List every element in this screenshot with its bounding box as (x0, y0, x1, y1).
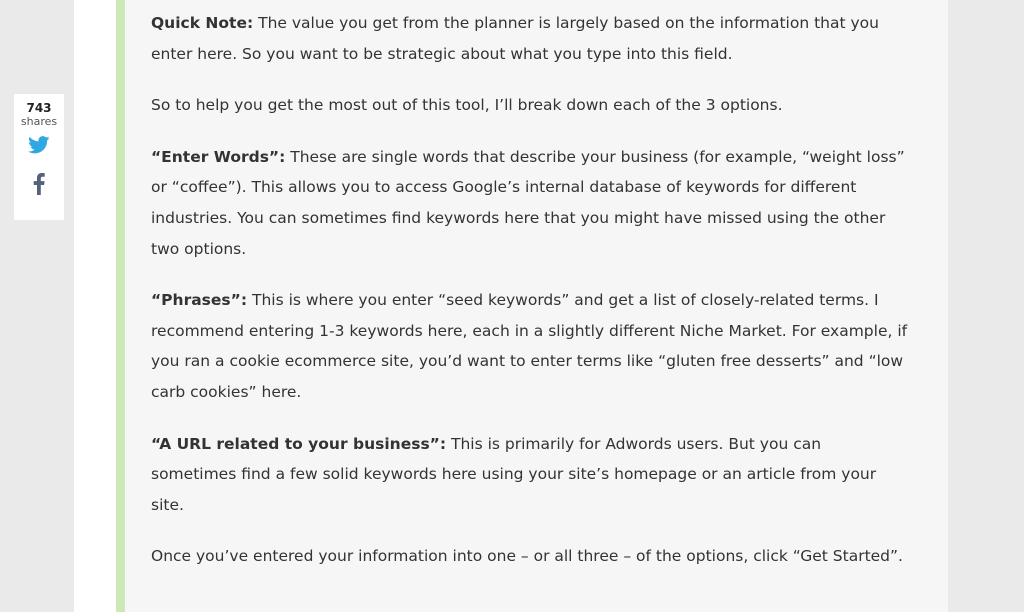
paragraph-quick-note (151, 8, 911, 69)
paragraph-lead: “Enter Words”: (151, 147, 286, 166)
paragraph-lead: “Phrases”: (151, 291, 248, 310)
callout-text (151, 8, 911, 593)
twitter-share-button[interactable] (24, 136, 54, 166)
share-count: 743 (26, 101, 52, 115)
paragraph-body: Once you’ve entered your information into one – or all three – of the options, click “Get Started”. (151, 547, 903, 566)
twitter-icon (28, 136, 50, 154)
share-label: shares (20, 115, 58, 128)
paragraph-body: This is primarily for Adwords users. But you can sometimes find a few solid keywords here using your site’s homepage or an article from your site. (151, 434, 877, 514)
paragraph-phrases (151, 285, 911, 407)
paragraph-body: These are single words that describe your business (for example, “weight loss” or “coffee”). This allows you to access Google’s internal database of keywords for different industries. You can sometimes find keywords here that you might have missed using the other two options. (151, 147, 905, 258)
facebook-share-button[interactable] (24, 173, 54, 203)
paragraph-get-started (151, 541, 911, 572)
paragraph-body: So to help you get the most out of this tool, I’ll break down each of the 3 options. (151, 96, 783, 115)
paragraph-body: The value you get from the planner is largely based on the information that you enter here. So you want to be strategic about what you type into this field. (151, 14, 879, 63)
paragraph-lead: Quick Note: (151, 14, 254, 32)
paragraph-lead: “A URL related to your business”: (151, 434, 447, 453)
paragraph-body: This is where you enter “seed keywords” and get a list of closely-related terms. I recommend entering 1-3 keywords here, each in a slightly different Niche Market. For example, if you ran a cookie ecommerce site, you’d want to enter terms like “gluten free desserts” and “low carb cookies” here. (151, 291, 908, 401)
share-widget (14, 94, 64, 220)
paragraph-enter-words (151, 142, 911, 264)
facebook-icon (33, 173, 45, 195)
paragraph-url (151, 429, 911, 521)
paragraph-intro-options (151, 90, 911, 121)
